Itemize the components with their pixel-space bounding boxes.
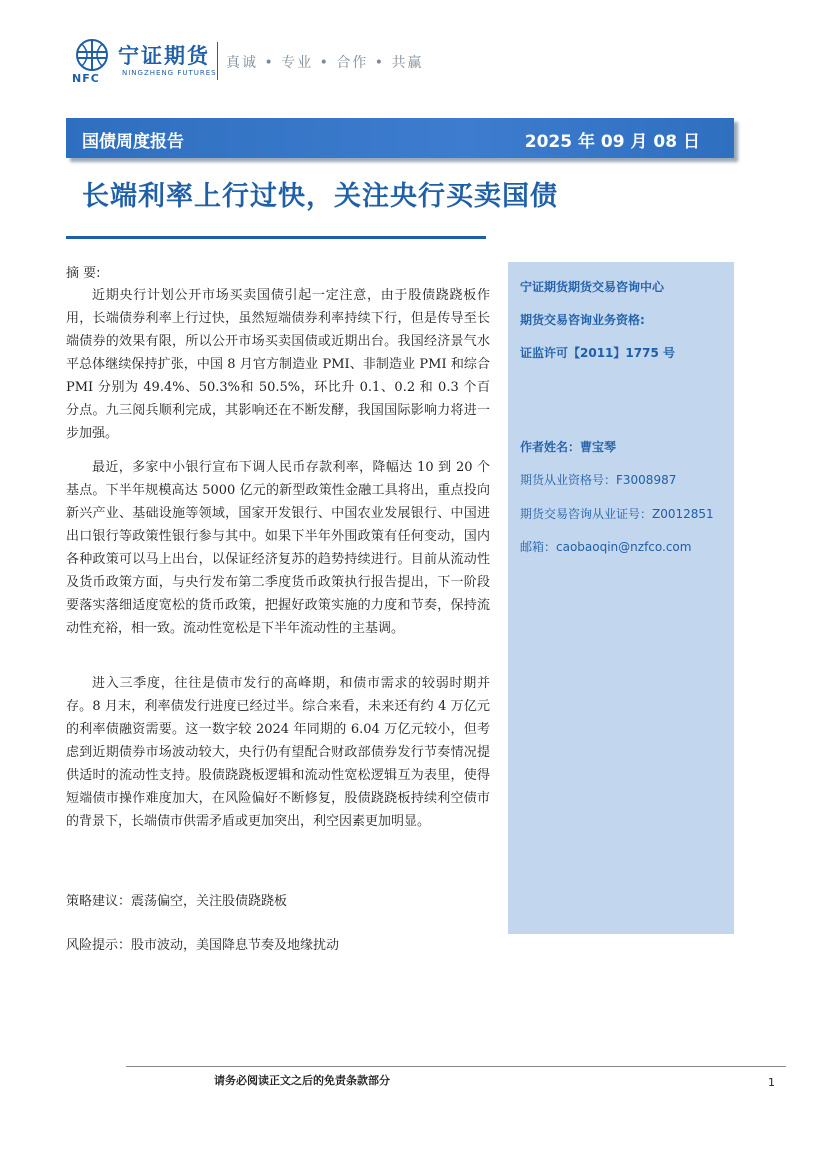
abstract-paragraph-2: 最近，多家中小银行宣布下调人民币存款利率，降幅达 10 到 20 个基点。下半年规模高达 5000 亿元的新型政策性金融工具将出，重点投向新兴产业、基础设施等领域，国家开发银行、中国农业发展银行、中国进出口银行等政策性银行参与其中。如果下半年外围政策有任何变动，国内各种政策可以马上出台，以保证经济复苏的趋势持续进行。目前从流动性及货币政策方面，与央行发布第二季度货币政策执行报告提出，下一阶段要落实落细适度宽松的货币政策，把握好政策实施的力度和节奏，保持流动性充裕，相一致。流动性宽松是下半年流动性的主基调。	[66, 460, 490, 636]
author-sidebar	[508, 262, 734, 934]
strategy-advice: 策略建议：震荡偏空，关注股债跷跷板	[66, 894, 288, 909]
risk-warning: 风险提示：股市波动，美国降息节奏及地缘扰动	[66, 938, 340, 953]
abstract-label: 摘 要:	[66, 266, 101, 281]
report-headline: 长端利率上行过快，关注央行买卖国债	[82, 181, 558, 212]
logo-chinese-name: 宁证期货	[118, 44, 210, 68]
qualification-label: 期货交易咨询业务资格:	[520, 313, 645, 327]
advisory-license: 期货交易咨询从业证号：Z0012851	[520, 507, 714, 521]
page-number: 1	[768, 1076, 775, 1089]
report-date: 2025 年 09 月 08 日	[524, 132, 700, 152]
report-type: 国债周度报告	[82, 132, 184, 152]
author-name: 作者姓名：曹宝琴	[520, 440, 617, 454]
author-email[interactable]: 邮箱：caobaoqin@nzfco.com	[520, 540, 692, 554]
footer-divider	[126, 1066, 786, 1067]
futures-license: 期货从业资格号：F3008987	[520, 473, 677, 487]
company-logo	[70, 38, 424, 88]
headline-divider	[66, 236, 486, 239]
abstract-paragraph-3: 进入三季度，往往是债市发行的高峰期，和债市需求的较弱时期并存。8 月末，利率债发行进度已经过半。综合来看，未来还有约 4 万亿元的利率债融资需要。这一数字较 2024 年同期的 6.04 万亿元较小，但考虑到近期债券市场波动较大，央行仍有望配合财政部债券发行节奏情况提供适时的流动性支持。股债跷跷板逻辑和流动性宽松逻辑互为表里，使得短端债市操作难度加大，在风险偏好不断修复，股债跷跷板持续利空债市的背景下，长端债市供需矛盾或更加突出，利空因素更加明显。	[66, 676, 490, 829]
abstract-paragraph-1: 近期央行计划公开市场买卖国债引起一定注意，由于股债跷跷板作用，长端债券利率上行过快，虽然短端债券利率持续下行，但是传导至长端债券的效果有限，所以公开市场买卖国债或近期出台。我国经济景气水平总体继续保持扩张，中国 8 月官方制造业 PMI、非制造业 PMI 和综合 PMI 分别为 49.4%、50.3%和 50.5%，环比升 0.1、0.2 和 0.3 个百分点。九三阅兵顺利完成，其影响还在不断发酵，我国国际影响力将进一步加强。	[66, 288, 490, 441]
report-banner	[66, 118, 734, 158]
consulting-center: 宁证期货期货交易咨询中心	[520, 280, 665, 294]
logo-divider	[217, 42, 218, 80]
disclaimer-note: 请务必阅读正文之后的免责条款部分	[214, 1074, 390, 1087]
company-slogan: 真诚 • 专业 • 合作 • 共赢	[226, 55, 424, 71]
logo-abbreviation: NFC	[72, 72, 100, 85]
logo-english-name: NINGZHENG FUTURES	[122, 69, 217, 77]
license-number: 证监许可【2011】1775 号	[520, 346, 675, 360]
